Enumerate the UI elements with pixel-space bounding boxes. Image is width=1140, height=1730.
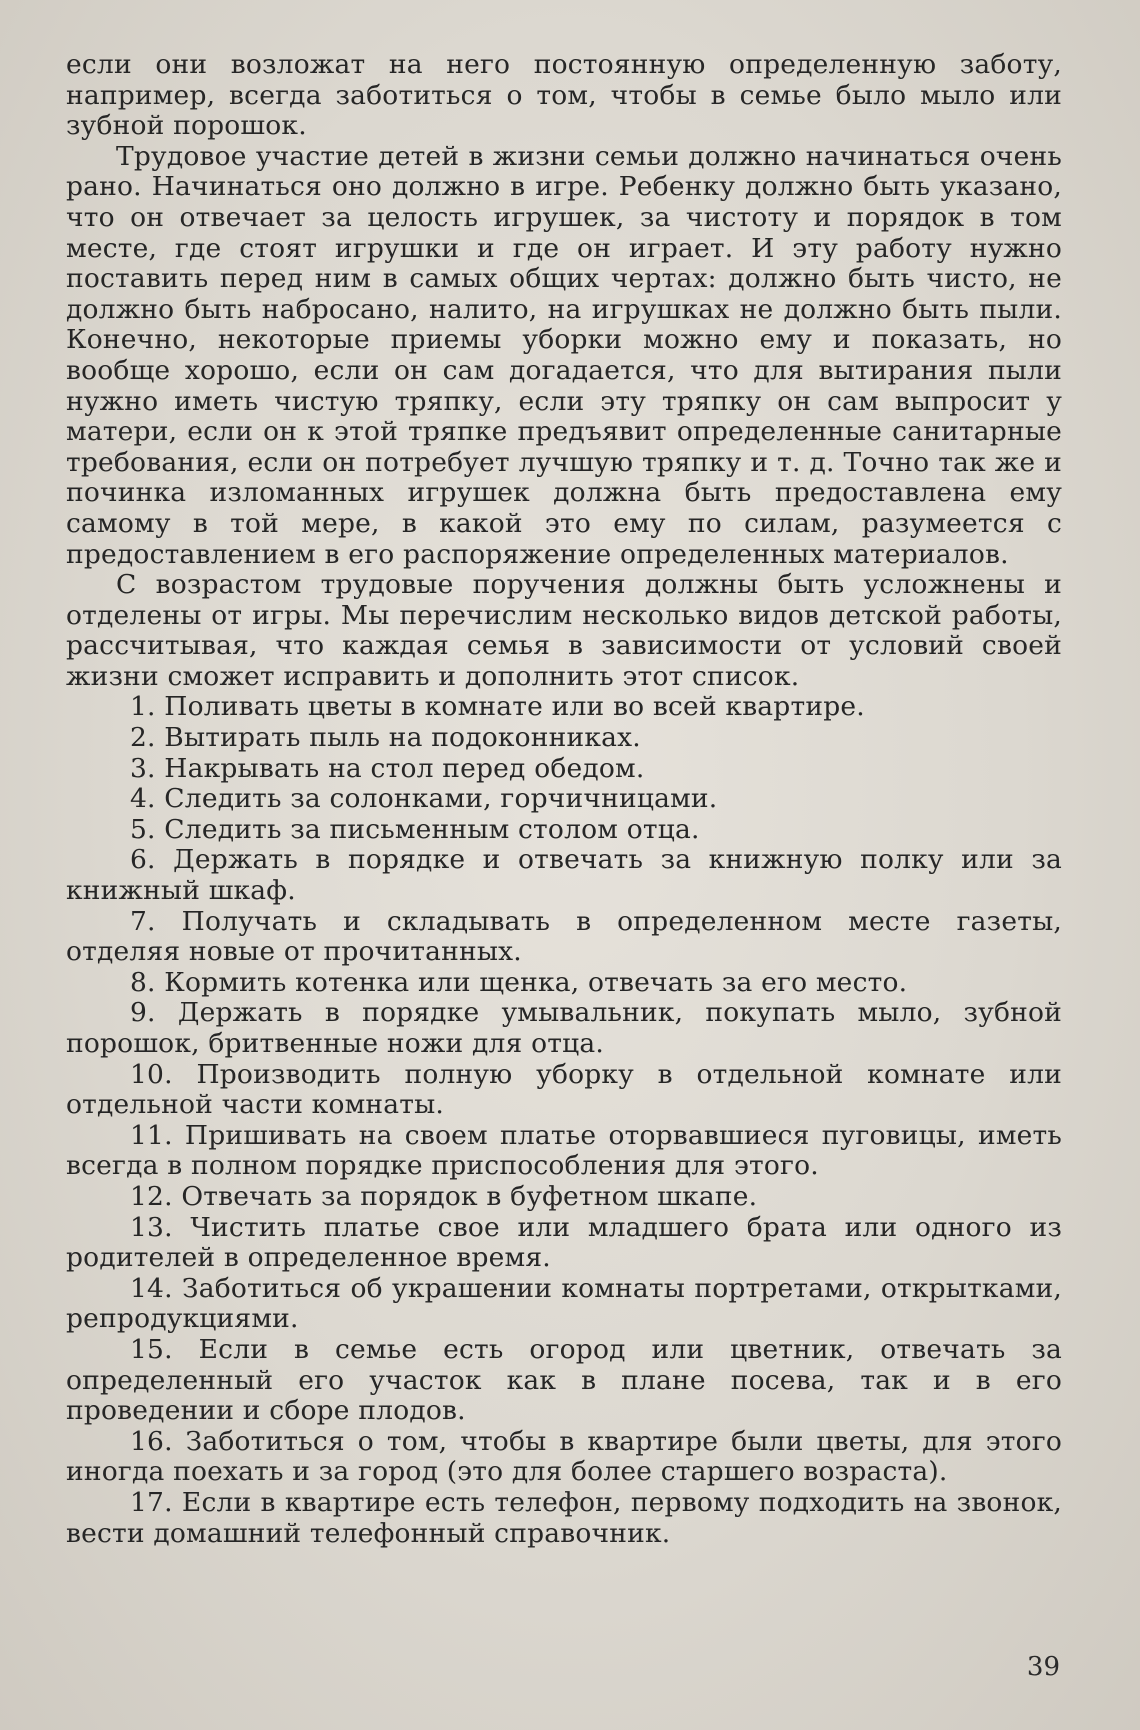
list-item: 1. Поливать цветы в комнате или во всей квартире. <box>130 691 865 723</box>
list-item: 10. Производить полную уборку в отдельной комнате или отдельной части комнаты. <box>66 1058 1062 1121</box>
list-item: 15. Если в семье есть огород или цветник, отвечать за определенный его участок как в плане посева, так и в его проведении и сборе плодов. <box>66 1333 1062 1427</box>
list-item: 4. Следить за солонками, горчичницами. <box>130 783 718 815</box>
list-item: 3. Накрывать на стол перед обедом. <box>130 752 645 784</box>
list-item: 2. Вытирать пыль на подоконниках. <box>130 722 641 754</box>
list-item: 14. Заботиться об украшении комнаты портретами, открытками, репродукциями. <box>66 1272 1062 1335</box>
paragraph-labor-participation: Трудовое участие детей в жизни семьи должно начинаться очень рано. Начинаться оно должно в игре. Ребенку должно быть указано, что он отвечает за целость игрушек, за чистоту и порядок в том месте, где стоят игрушки и где он играет. И эту работу нужно поставить перед ним в самых общих чертах: должно быть чисто, не должно быть набросано, налито, на игрушках не должно быть пыли. Конечно, некоторые приемы уборки можно ему и показать, но вообще хорошо, если он сам догадается, что для вытирания пыли нужно иметь чистую тряпку, если эту тряпку он сам выпросит у матери, если он к этой тряпке предъявит определенные санитарные требования, если он потребует лучшую тряпку и т. д. Точно так же и починка изломанных игрушек должна быть предоставлена ему самому в той мере, в какой это ему по силам, разумеется с предоставлением в его распоряжение определенных материалов. <box>66 140 1062 570</box>
list-item: 9. Держать в порядке умывальник, покупать мыло, зубной порошок, бритвенные ножи для отца. <box>66 997 1062 1059</box>
list-item: 11. Пришивать на своем платье оторвавшиеся пуговицы, иметь всегда в полном порядке приспособления для этого. <box>66 1119 1062 1182</box>
list-item: 5. Следить за письменным столом отца. <box>130 813 700 845</box>
list-item: 7. Получать и складывать в определенном месте газеты, отделяя новые от прочитанных. <box>66 905 1062 968</box>
list-item: 13. Чистить платье свое или младшего брата или одного из родителей в определенное время. <box>66 1211 1062 1274</box>
list-item: 6. Держать в порядке и отвечать за книжную полку или за книжный шкаф. <box>66 844 1062 907</box>
list-item: 17. Если в квартире есть телефон, первому подходить на звонок, вести домашний телефонный справочник. <box>66 1486 1062 1549</box>
paragraph-list-intro: С возрастом трудовые поручения должны быть усложнены и отделены от игры. Мы перечислим несколько видов детской работы, рассчитывая, что каждая семья в зависимости от условий своей жизни сможет исправить и дополнить этот список. <box>66 569 1062 692</box>
list-item: 12. Отвечать за порядок в буфетном шкапе. <box>130 1180 758 1212</box>
page-text <box>66 50 1062 1549</box>
paragraph-continuation: если они возложат на него постоянную определенную заботу, например, всегда заботиться о том, чтобы в семье было мыло или зубной порошок. <box>66 49 1062 142</box>
list-item: 16. Заботиться о том, чтобы в квартире были цветы, для этого иногда поехать и за город (это для более старшего возраста). <box>66 1425 1062 1488</box>
page-number: 39 <box>1026 1652 1060 1682</box>
list-item: 8. Кормить котенка или щенка, отвечать за его место. <box>130 966 908 998</box>
